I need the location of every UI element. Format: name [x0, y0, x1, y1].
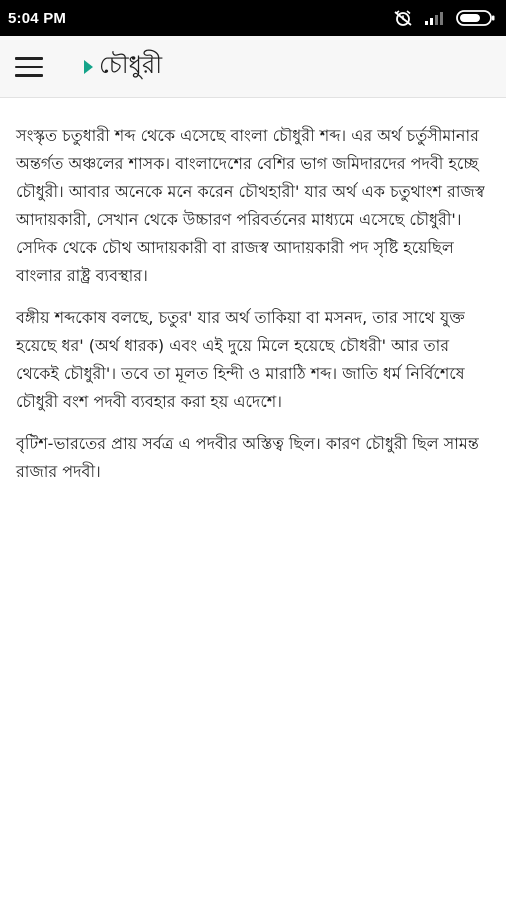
- menu-bar-line: [15, 57, 43, 60]
- alarm-muted-icon: [392, 9, 414, 27]
- menu-bar-line: [15, 66, 43, 69]
- app-bar: [0, 36, 506, 98]
- page-title: চৌধুরী: [99, 51, 163, 79]
- article-paragraph: বঙ্গীয় শব্দকোষ বলছে, চতুর' যার অর্থ তাকিয়া বা মসনদ, তার সাথে যুক্ত হয়েছে ধর' (অর্থ ধারক) এবং এই দুয়ে মিলে হয়েছে চৌধরী' আর তার থেকেই চৌধুরী'। তবে তা মূলত হিন্দী ও মারাঠি শব্দ। জাতি ধর্ম নির্বিশেষে চৌধুরী বংশ পদবী ব্যবহার করা হয় এদেশে।: [16, 308, 465, 411]
- article-paragraph: বৃটিশ-ভারতের প্রায় সর্বত্র এ পদবীর অস্তিত্ব ছিল। কারণ চৌধুরী ছিল সামন্ত রাজার পদবী।: [16, 434, 479, 481]
- article-paragraph: সংস্কৃত চতুধারী শব্দ থেকে এসেছে বাংলা চৌধুরী শব্দ। এর অর্থ চর্তুসীমানার অন্তর্গত অঞ্চলের শাসক। বাংলাদেশের বেশির ভাগ জমিদারদের পদবী হচ্ছে চৌধুরী। আবার অনেকে মনে করেন চৌথহারী' যার অর্থ এক চতুথাংশ রাজস্ব আদায়কারী, সেখান থেকে উচ্চারণ পরিবর্তনের মাধ্যমে এসেছে চৌধুরী'। সেদিক থেকে চৌথ আদায়কারী বা রাজস্ব আদায়কারী পদ সৃষ্টি হয়েছিল বাংলার রাষ্ট্র ব্যবস্থার।: [16, 126, 485, 285]
- article-body: [0, 98, 506, 500]
- battery-icon: [456, 9, 496, 27]
- status-bar: [0, 0, 506, 36]
- menu-bar-line: [15, 74, 43, 77]
- title-wrap: [84, 36, 162, 98]
- hamburger-menu-icon[interactable]: [10, 48, 48, 86]
- status-icons: [392, 9, 496, 27]
- status-time: 5:04 PM: [8, 9, 67, 27]
- play-arrow-icon: [84, 60, 93, 74]
- signal-icon: [424, 10, 446, 26]
